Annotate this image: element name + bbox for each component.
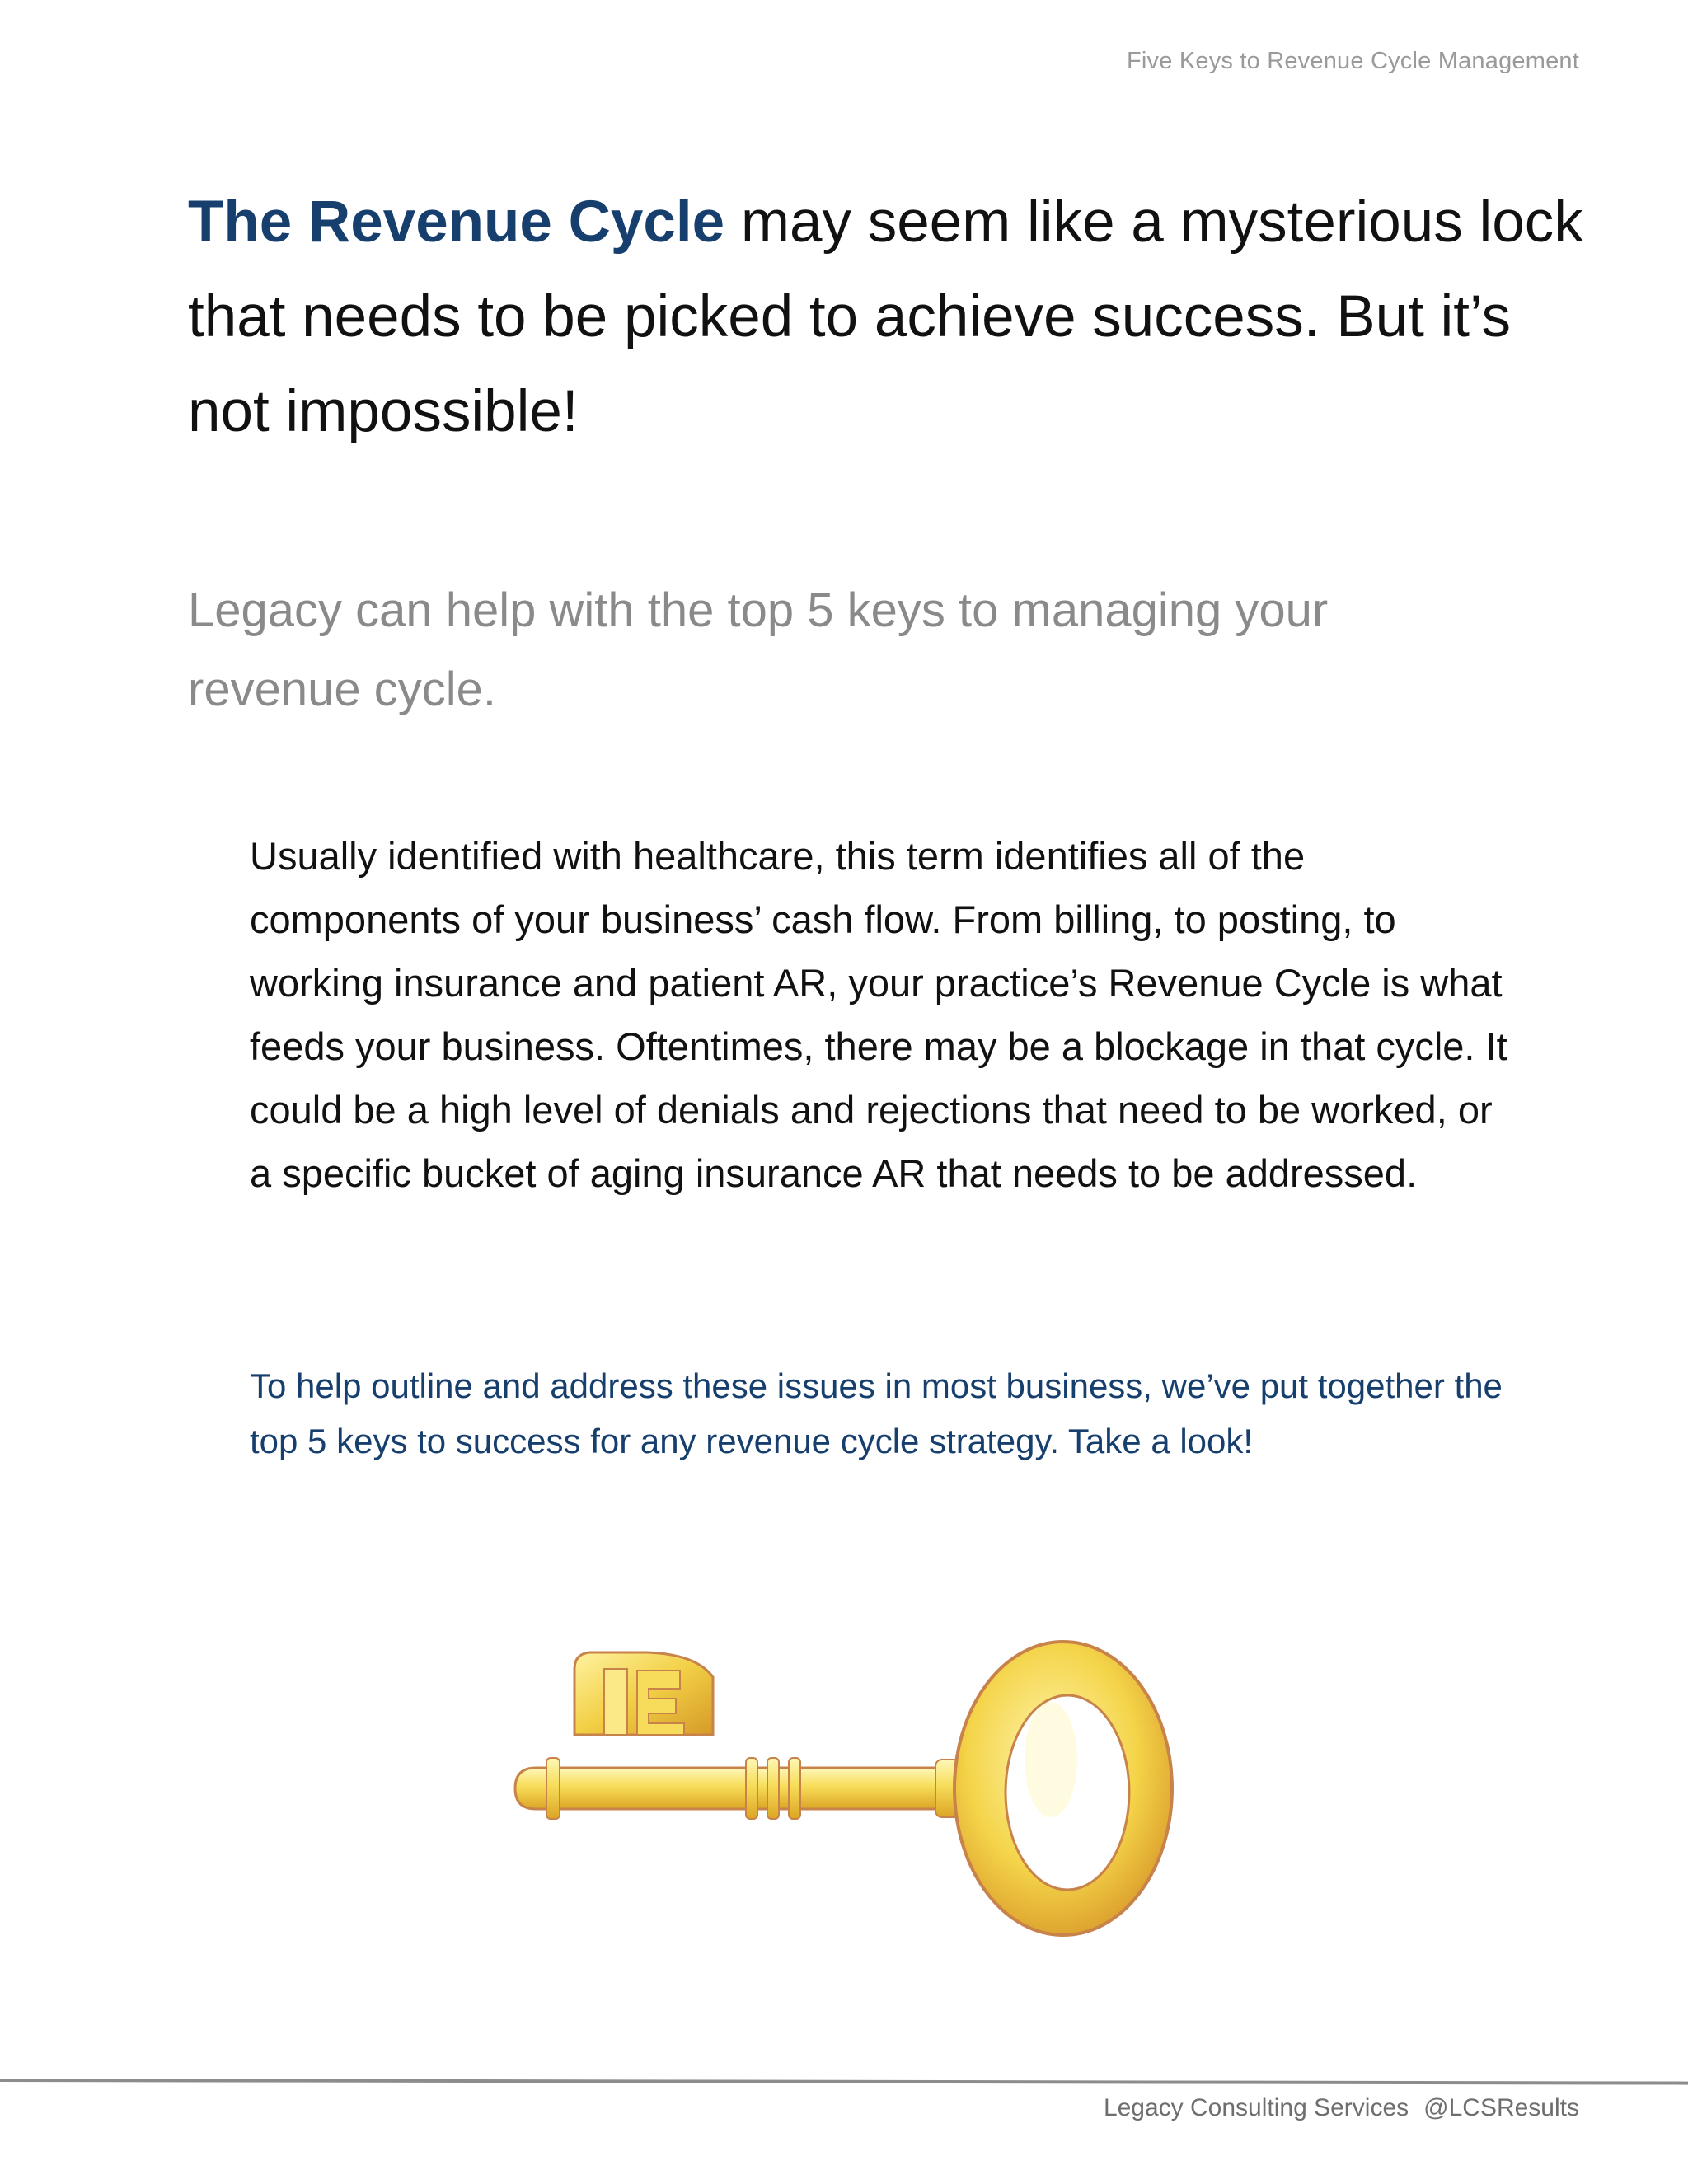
footer-handle: @LCSResults <box>1423 2094 1579 2121</box>
subheading: Legacy can help with the top 5 keys to managing your revenue cycle. <box>188 583 1329 716</box>
key-bow <box>954 1642 1172 1935</box>
golden-key-illustration <box>507 1619 1199 1949</box>
running-header: Five Keys to Revenue Cycle Management <box>1127 48 1579 74</box>
footer-company: Legacy Consulting Services <box>1103 2094 1409 2121</box>
key-bit <box>574 1652 713 1735</box>
headline-rest: may seem like a mysterious lock that needs to be picked to achieve success. But it’s not impossible! <box>188 190 1583 444</box>
callout-text: To help outline and address these issues in most business, we’ve put together the top 5 keys to success for any revenue cycle strategy. Take a look! <box>250 1366 1503 1460</box>
key-shaft <box>515 1758 960 1819</box>
footer-divider <box>0 2079 1688 2085</box>
body-paragraph: Usually identified with healthcare, this term identifies all of the components of your business’ cash flow. From billing, to posting, to working insurance and patient AR, your practice’s Revenue Cycle is what feeds your business. Oftentimes, there may be a blockage in that cycle. It could be a high level of denials and rejections that need to be worked, or a specific bucket of aging insurance AR that needs to be addressed. <box>250 834 1507 1195</box>
headline <box>188 175 1589 459</box>
footer <box>1104 2094 1579 2122</box>
golden-key-icon <box>507 1619 1199 1949</box>
headline-accent: The Revenue Cycle <box>188 190 725 255</box>
